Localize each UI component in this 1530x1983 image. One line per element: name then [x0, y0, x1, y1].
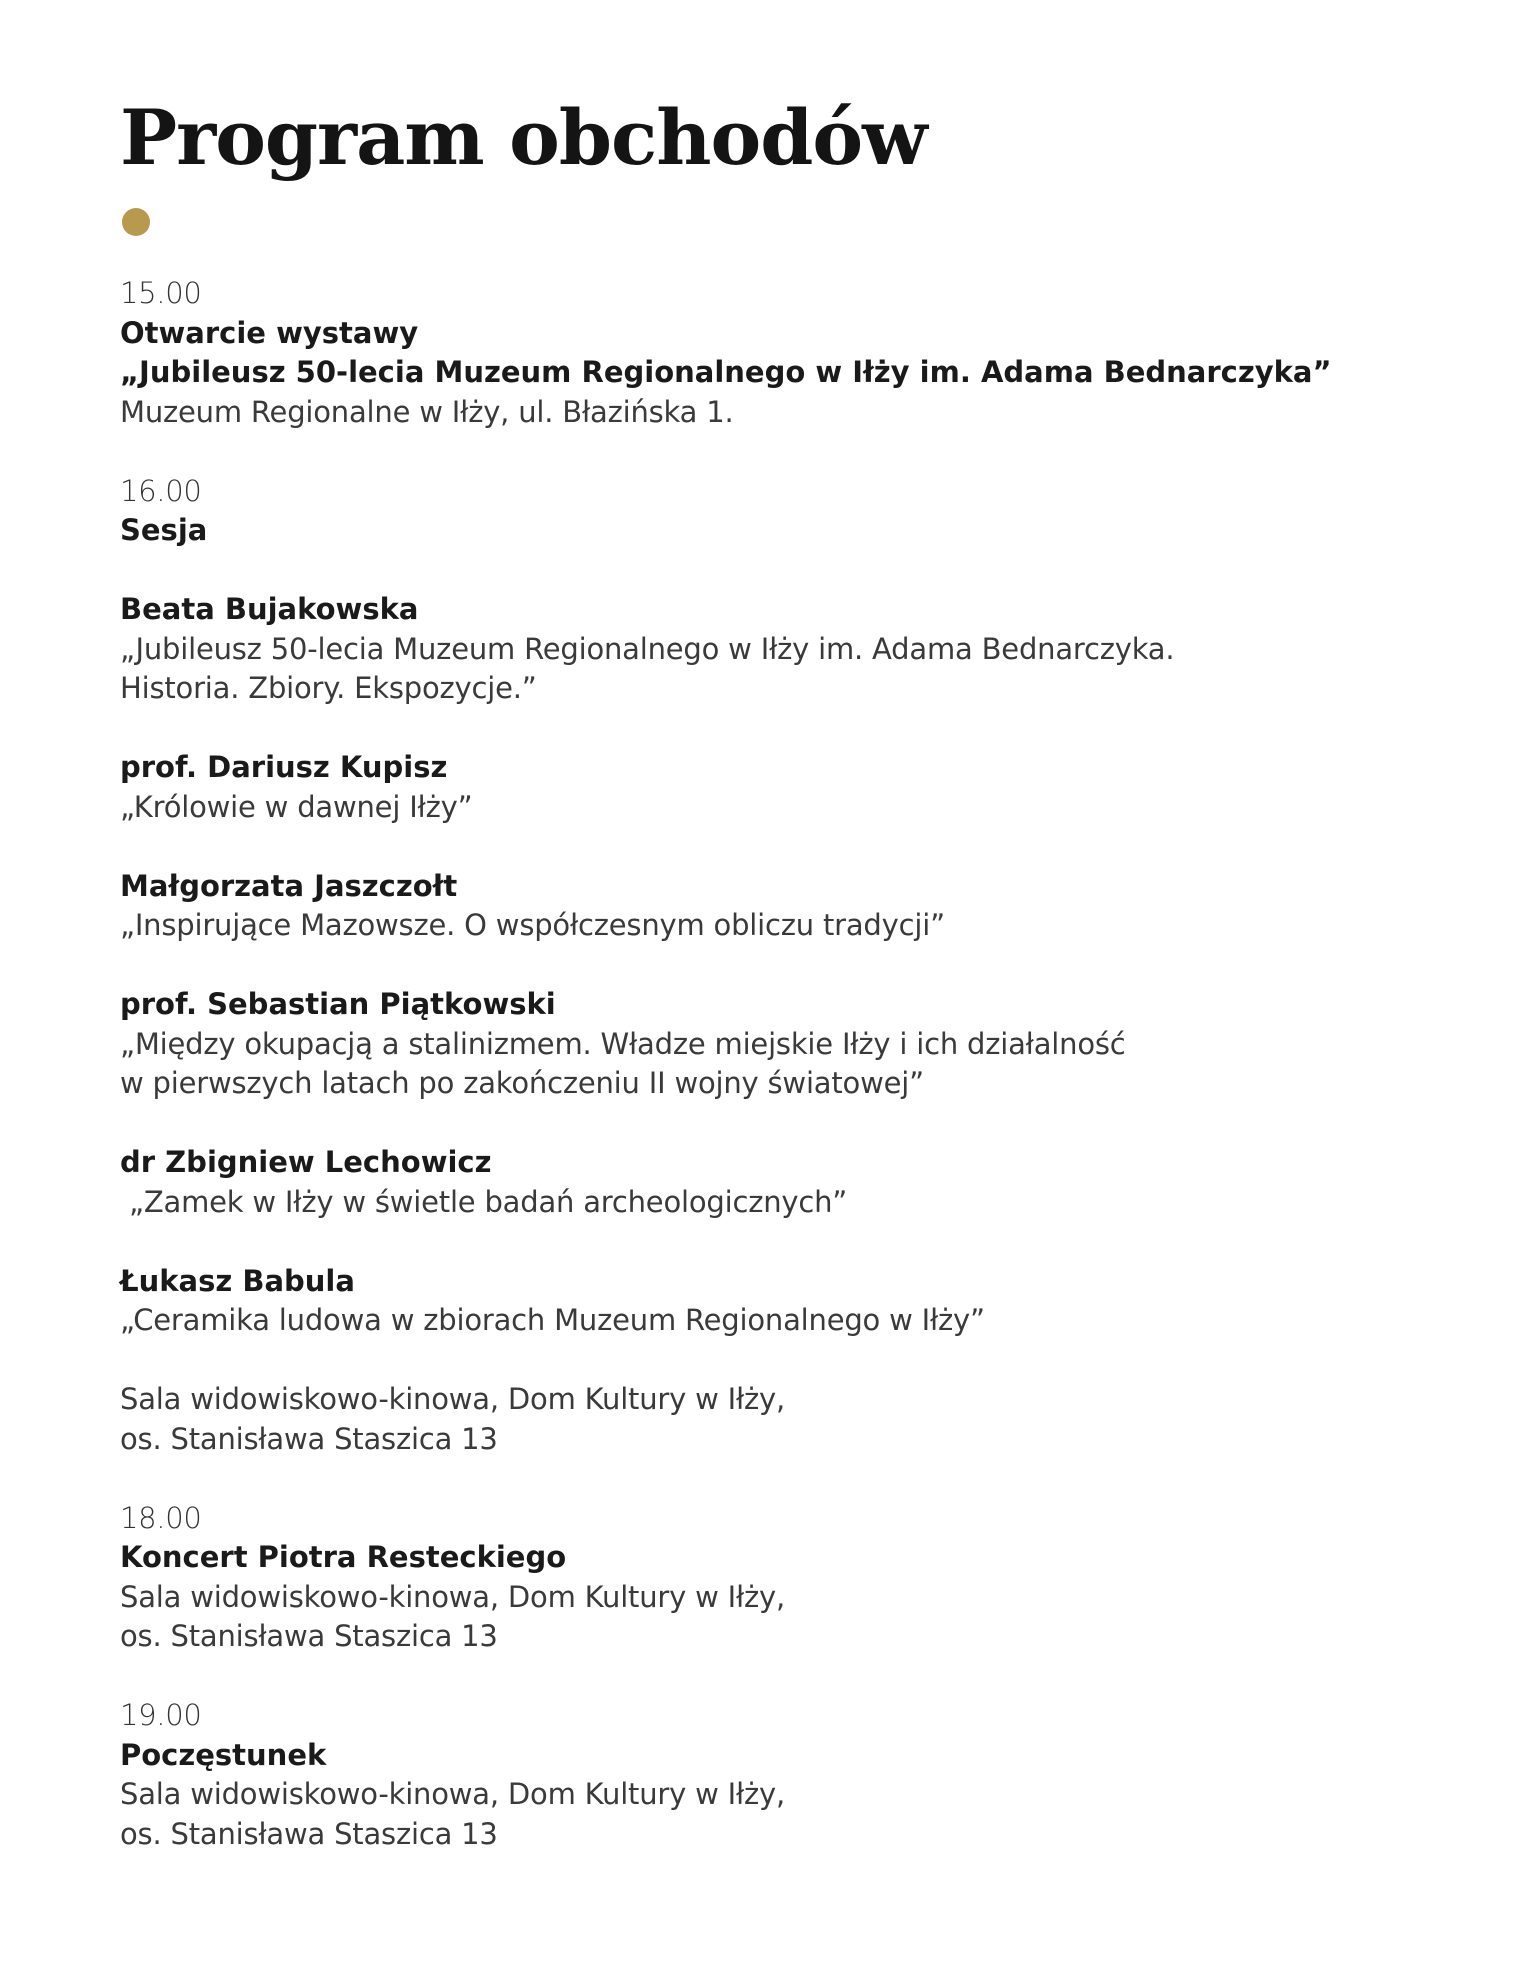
page-title: Program obchodów — [120, 93, 927, 182]
talk-item — [120, 1143, 1450, 1222]
event-time: 19.00 — [120, 1698, 202, 1732]
talk-item — [120, 867, 1450, 946]
event-time: 16.00 — [120, 473, 202, 508]
program-document — [120, 90, 1450, 1854]
event-location: Sala widowiskowo-kinowa, Dom Kultury w Iłży, — [120, 1382, 786, 1416]
event-location: Sala widowiskowo-kinowa, Dom Kultury w Iłży, — [120, 1579, 786, 1614]
talk-item — [120, 1262, 1450, 1341]
event-item — [120, 1499, 1450, 1657]
talk-item — [120, 590, 1450, 709]
event-item — [120, 1696, 1450, 1854]
talk-item — [120, 748, 1450, 827]
talk-title: „Między okupacją a stalinizmem. Władze miejskie Iłży i ich działalność — [120, 1026, 1126, 1061]
event-location: os. Stanisława Staszica 13 — [120, 1816, 498, 1851]
event-item — [120, 274, 1450, 432]
event-location: os. Stanisława Staszica 13 — [120, 1421, 498, 1456]
talk-item — [120, 985, 1450, 1104]
talk-title: „Jubileusz 50-lecia Muzeum Regionalnego w Iłży im. Adama Bednarczyka. — [120, 631, 1175, 666]
event-time: 15.00 — [120, 276, 202, 310]
event-name: Sesja — [120, 513, 208, 547]
talk-speaker: prof. Dariusz Kupisz — [120, 750, 448, 784]
talk-title: „Zamek w Iłży w świetle badań archeologicznych” — [120, 1184, 848, 1219]
talk-speaker: Małgorzata Jaszczołt — [120, 868, 458, 903]
event-location: Muzeum Regionalne w Iłży, ul. Błazińska 1. — [120, 394, 734, 429]
talk-speaker: prof. Sebastian Piątkowski — [120, 987, 556, 1021]
event-name: Otwarcie wystawy — [120, 315, 419, 350]
event-location: Sala widowiskowo-kinowa, Dom Kultury w Iłży, — [120, 1777, 786, 1811]
event-name: Poczęstunek — [120, 1737, 327, 1772]
event-subtitle: „Jubileusz 50-lecia Muzeum Regionalnego w Iłży im. Adama Bednarczyka” — [120, 355, 1332, 389]
talk-title: w pierwszych latach po zakończeniu II wojny światowej” — [120, 1066, 924, 1100]
event-location: os. Stanisława Staszica 13 — [120, 1619, 498, 1653]
event-name: Koncert Piotra Resteckiego — [120, 1540, 567, 1574]
gold-dot-ornament — [122, 208, 150, 236]
talk-title: „Ceramika ludowa w zbiorach Muzeum Regionalnego w Iłży” — [120, 1303, 985, 1337]
program-list — [120, 274, 1450, 1854]
talk-title: Historia. Zbiory. Ekspozycje.” — [120, 671, 537, 705]
talk-speaker: Beata Bujakowska — [120, 592, 419, 626]
talk-speaker: Łukasz Babula — [120, 1263, 355, 1298]
event-time: 18.00 — [120, 1500, 202, 1535]
talk-title: „Inspirujące Mazowsze. O współczesnym obliczu tradycji” — [120, 908, 945, 942]
event-item — [120, 472, 1450, 1460]
talk-speaker: dr Zbigniew Lechowicz — [120, 1145, 492, 1179]
talk-title: „Królowie w dawnej Iłży” — [120, 789, 473, 824]
